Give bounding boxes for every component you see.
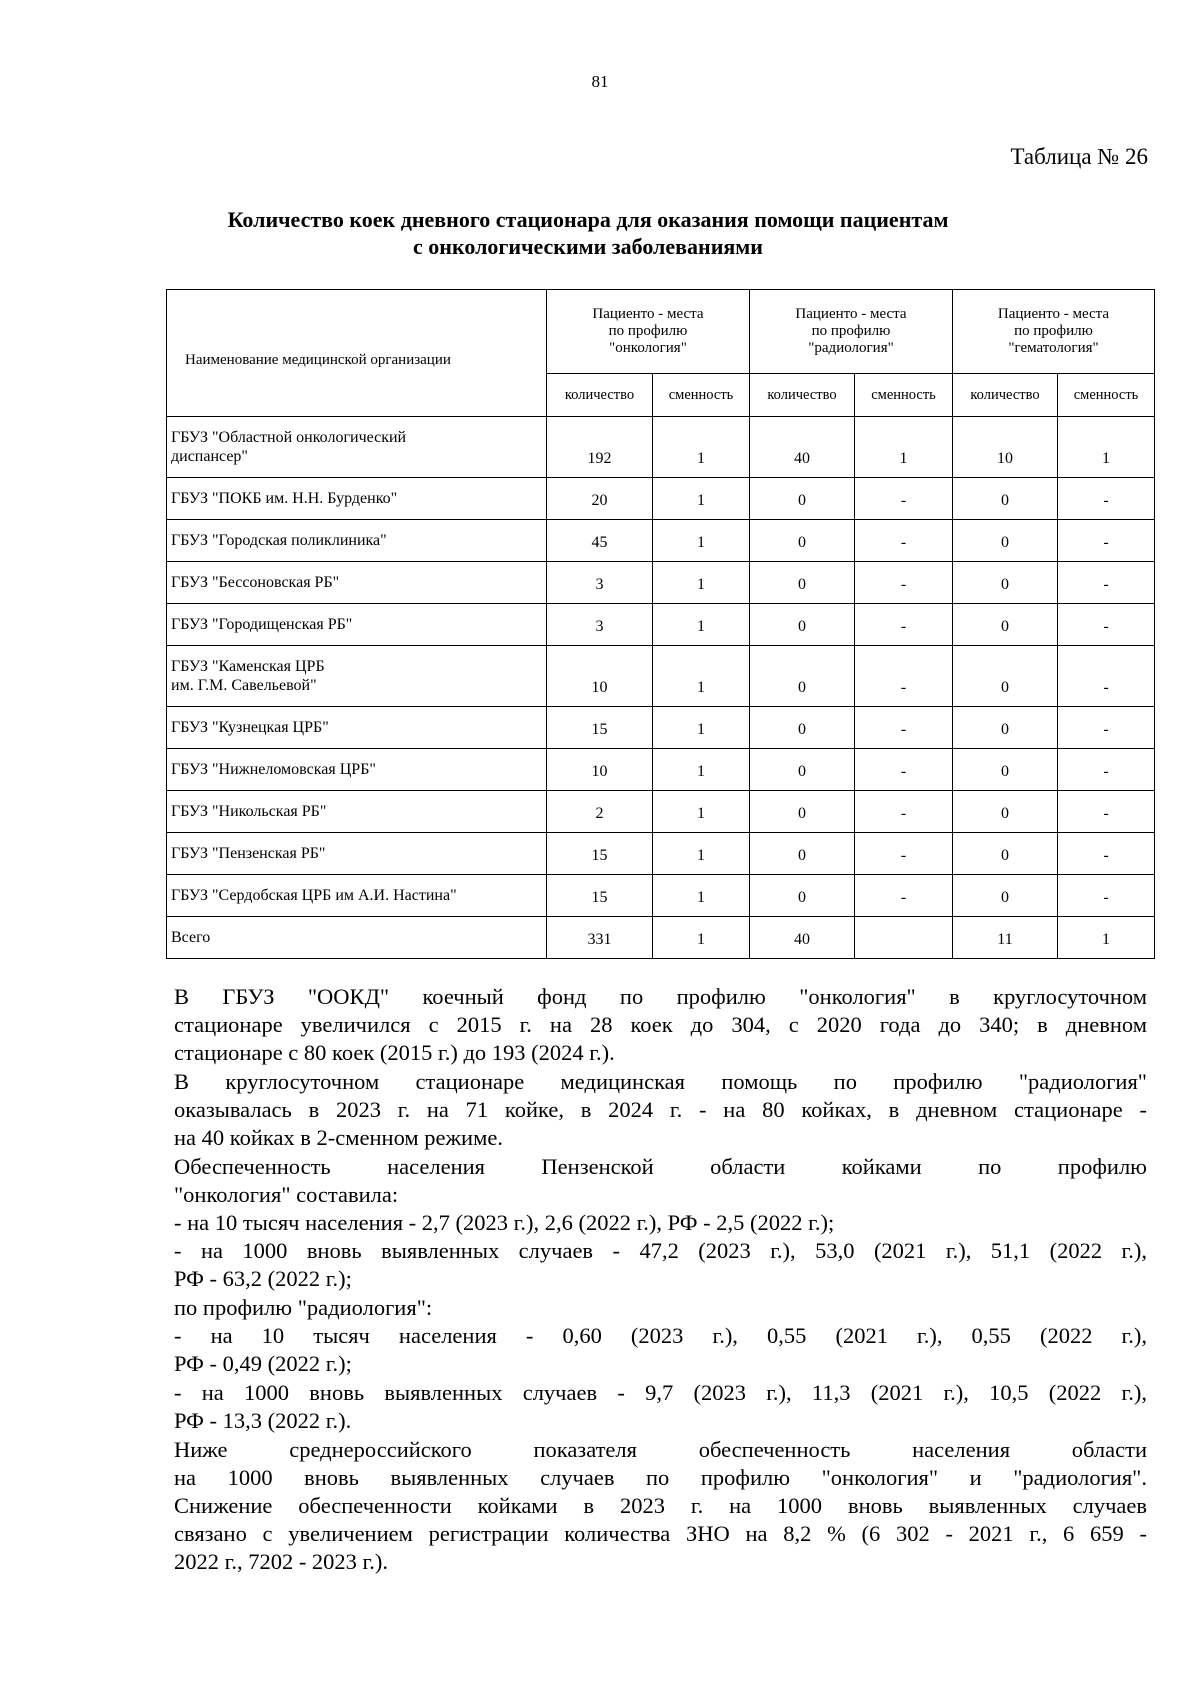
shifts-cell: -	[1058, 875, 1155, 917]
sub-header-quantity: количество	[547, 374, 653, 417]
org-name-cell	[167, 520, 547, 562]
table-row	[167, 604, 1155, 646]
paragraph-5-line-1: - на 1000 вновь выявленных случаев - 47,2 (2023 г.), 53,0 (2021 г.), 51,1 (2022 г.),	[174, 1238, 1147, 1263]
shifts-cell: -	[1058, 478, 1155, 520]
quantity-cell: 0	[750, 478, 855, 520]
sub-header-quantity: количество	[953, 374, 1058, 417]
sub-header-shifts: сменность	[855, 374, 953, 417]
shifts-cell: -	[855, 749, 953, 791]
shifts-cell: 1	[653, 749, 750, 791]
paragraph-9-line-1: Ниже среднероссийского показателя обеспеченность населения области	[174, 1437, 1147, 1462]
shifts-cell: 1	[855, 417, 953, 478]
shifts-cell: -	[1058, 646, 1155, 707]
table-row	[167, 646, 1155, 707]
table-row	[167, 562, 1155, 604]
org-name-line: ГБУЗ "ПОКБ им. Н.Н. Бурденко"	[171, 490, 398, 507]
shifts-cell: -	[855, 604, 953, 646]
paragraph-9-line-5: 2022 г., 7202 - 2023 г.).	[174, 1549, 388, 1574]
quantity-cell: 0	[750, 833, 855, 875]
quantity-cell: 15	[547, 875, 653, 917]
paragraph-2-line-2: оказывалась в 2023 г. на 71 койке, в 2024 г. - на 80 койках, в дневном стационаре -	[174, 1097, 1147, 1122]
table-row	[167, 791, 1155, 833]
group-header-radiology: Пациенто - места по профилю "радиология"	[750, 290, 953, 374]
shifts-cell: 1	[653, 604, 750, 646]
page-number: 81	[591, 72, 609, 91]
shifts-cell: -	[855, 520, 953, 562]
org-name-cell	[167, 917, 547, 959]
org-name-cell	[167, 749, 547, 791]
shifts-cell: 1	[653, 707, 750, 749]
paragraph-7-line-1: - на 10 тысяч населения - 0,60 (2023 г.), 0,55 (2021 г.), 0,55 (2022 г.),	[174, 1323, 1147, 1348]
quantity-cell: 0	[750, 646, 855, 707]
paragraph-1-line-2: стационаре увеличился с 2015 г. на 28 коек до 304, с 2020 года до 340; в дневном	[174, 1012, 1147, 1037]
paragraph-2-line-3: на 40 койках в 2-сменном режиме.	[174, 1125, 503, 1150]
quantity-cell: 3	[547, 562, 653, 604]
org-name-line: ГБУЗ "Нижнеломовская ЦРБ"	[171, 761, 376, 778]
quantity-cell: 10	[547, 646, 653, 707]
quantity-cell: 10	[547, 749, 653, 791]
org-name-line: ГБУЗ "Сердобская ЦРБ им А.И. Настина"	[171, 887, 457, 904]
quantity-cell: 0	[953, 833, 1058, 875]
quantity-cell: 45	[547, 520, 653, 562]
shifts-cell: 1	[653, 646, 750, 707]
table-title-line-2: с онкологическими заболеваниями	[413, 234, 763, 259]
quantity-cell: 15	[547, 833, 653, 875]
paragraph-9-line-4: связано с увеличением регистрации количества ЗНО на 8,2 % (6 302 - 2021 г., 6 659 -	[174, 1521, 1147, 1546]
table-row	[167, 749, 1155, 791]
table-row	[167, 478, 1155, 520]
table-title	[150, 206, 1026, 260]
org-name-line: ГБУЗ "Никольская РБ"	[171, 803, 327, 820]
org-name-cell	[167, 791, 547, 833]
org-name-line: диспансер"	[171, 448, 248, 465]
shifts-cell: -	[1058, 749, 1155, 791]
org-name-line: им. Г.М. Савельевой"	[171, 677, 317, 694]
table-row	[167, 917, 1155, 959]
quantity-cell: 0	[953, 646, 1058, 707]
quantity-cell: 40	[750, 917, 855, 959]
group-header-hematology: Пациенто - места по профилю "гематология"	[953, 290, 1155, 374]
quantity-cell: 0	[750, 562, 855, 604]
quantity-cell: 0	[953, 562, 1058, 604]
paragraph-2-line-1: В круглосуточном стационаре медицинская помощь по профилю "радиология"	[174, 1069, 1147, 1094]
shifts-cell: 1	[653, 562, 750, 604]
table-title-line-1: Количество коек дневного стационара для оказания помощи пациентам	[227, 207, 949, 232]
shifts-cell: -	[855, 646, 953, 707]
org-name-cell	[167, 562, 547, 604]
paragraph-7-line-2: РФ - 0,49 (2022 г.);	[174, 1351, 352, 1376]
table-row	[167, 417, 1155, 478]
shifts-cell: -	[855, 875, 953, 917]
org-name-cell	[167, 875, 547, 917]
shifts-cell: -	[1058, 791, 1155, 833]
shifts-cell: -	[1058, 833, 1155, 875]
table-row	[167, 833, 1155, 875]
shifts-cell: 1	[653, 791, 750, 833]
shifts-cell: -	[1058, 562, 1155, 604]
paragraph-4: - на 10 тысяч населения - 2,7 (2023 г.), 2,6 (2022 г.), РФ - 2,5 (2022 г.);	[174, 1210, 835, 1235]
quantity-cell: 11	[953, 917, 1058, 959]
sub-header-shifts: сменность	[653, 374, 750, 417]
org-column-header: Наименование медицинской организации	[167, 290, 547, 417]
table-label: Таблица № 26	[1010, 144, 1148, 169]
org-name-cell	[167, 646, 547, 707]
paragraph-8-line-1: - на 1000 вновь выявленных случаев - 9,7 (2023 г.), 11,3 (2021 г.), 10,5 (2022 г.),	[174, 1380, 1147, 1405]
quantity-cell: 331	[547, 917, 653, 959]
shifts-cell: -	[855, 707, 953, 749]
quantity-cell: 0	[750, 875, 855, 917]
quantity-cell: 0	[953, 520, 1058, 562]
shifts-cell: 1	[1058, 417, 1155, 478]
shifts-cell: -	[855, 562, 953, 604]
org-name-line: ГБУЗ "Каменская ЦРБ	[171, 658, 325, 675]
quantity-cell: 10	[953, 417, 1058, 478]
org-name-line: ГБУЗ "Областной онкологический	[171, 429, 407, 446]
quantity-cell: 0	[953, 749, 1058, 791]
paragraph-1-line-3: стационаре с 80 коек (2015 г.) до 193 (2024 г.).	[174, 1040, 615, 1065]
group-header-oncology: Пациенто - места по профилю "онкология"	[547, 290, 750, 374]
shifts-cell	[855, 917, 953, 959]
shifts-cell: 1	[653, 520, 750, 562]
paragraph-1-line-1: В ГБУЗ "ООКД" коечный фонд по профилю "онкология" в круглосуточном	[174, 984, 1147, 1009]
quantity-cell: 0	[750, 520, 855, 562]
quantity-cell: 0	[953, 707, 1058, 749]
shifts-cell: -	[855, 791, 953, 833]
org-name-line: ГБУЗ "Бессоновская РБ"	[171, 574, 340, 591]
paragraph-6: по профилю "радиология":	[174, 1295, 433, 1320]
org-name-cell	[167, 833, 547, 875]
quantity-cell: 0	[750, 604, 855, 646]
shifts-cell: -	[1058, 520, 1155, 562]
org-name-line: ГБУЗ "Пензенская РБ"	[171, 845, 326, 862]
paragraph-3-line-2: "онкология" составила:	[174, 1182, 399, 1207]
quantity-cell: 3	[547, 604, 653, 646]
paragraph-3-line-1: Обеспеченность населения Пензенской области койками по профилю	[174, 1154, 1147, 1179]
paragraph-9-line-3: Снижение обеспеченности койками в 2023 г. на 1000 вновь выявленных случаев	[174, 1493, 1147, 1518]
quantity-cell: 0	[750, 749, 855, 791]
quantity-cell: 0	[953, 478, 1058, 520]
org-name-line: ГБУЗ "Кузнецкая ЦРБ"	[171, 719, 329, 736]
paragraph-8-line-2: РФ - 13,3 (2022 г.).	[174, 1408, 352, 1433]
org-name-line: Всего	[171, 929, 211, 946]
org-name-cell	[167, 604, 547, 646]
quantity-cell: 0	[750, 707, 855, 749]
paragraph-9-line-2: на 1000 вновь выявленных случаев по профилю "онкология" и "радиология".	[174, 1465, 1147, 1490]
paragraph-5-line-2: РФ - 63,2 (2022 г.);	[174, 1266, 352, 1291]
shifts-cell: 1	[653, 417, 750, 478]
shifts-cell: 1	[653, 917, 750, 959]
quantity-cell: 192	[547, 417, 653, 478]
sub-header-quantity: количество	[750, 374, 855, 417]
shifts-cell: 1	[653, 875, 750, 917]
shifts-cell: -	[855, 478, 953, 520]
quantity-cell: 0	[953, 604, 1058, 646]
quantity-cell: 40	[750, 417, 855, 478]
org-name-cell	[167, 478, 547, 520]
shifts-cell: -	[855, 833, 953, 875]
shifts-cell: 1	[1058, 917, 1155, 959]
org-name-line: ГБУЗ "Городищенская РБ"	[171, 616, 353, 633]
table-row	[167, 707, 1155, 749]
beds-table	[166, 289, 1155, 959]
table-row	[167, 520, 1155, 562]
sub-header-shifts: сменность	[1058, 374, 1155, 417]
quantity-cell: 15	[547, 707, 653, 749]
org-name-cell	[167, 417, 547, 478]
quantity-cell: 2	[547, 791, 653, 833]
org-name-cell	[167, 707, 547, 749]
quantity-cell: 0	[953, 791, 1058, 833]
shifts-cell: 1	[653, 478, 750, 520]
quantity-cell: 0	[953, 875, 1058, 917]
quantity-cell: 20	[547, 478, 653, 520]
shifts-cell: -	[1058, 707, 1155, 749]
org-name-line: ГБУЗ "Городская поликлиника"	[171, 532, 387, 549]
table-row	[167, 875, 1155, 917]
shifts-cell: -	[1058, 604, 1155, 646]
shifts-cell: 1	[653, 833, 750, 875]
quantity-cell: 0	[750, 791, 855, 833]
